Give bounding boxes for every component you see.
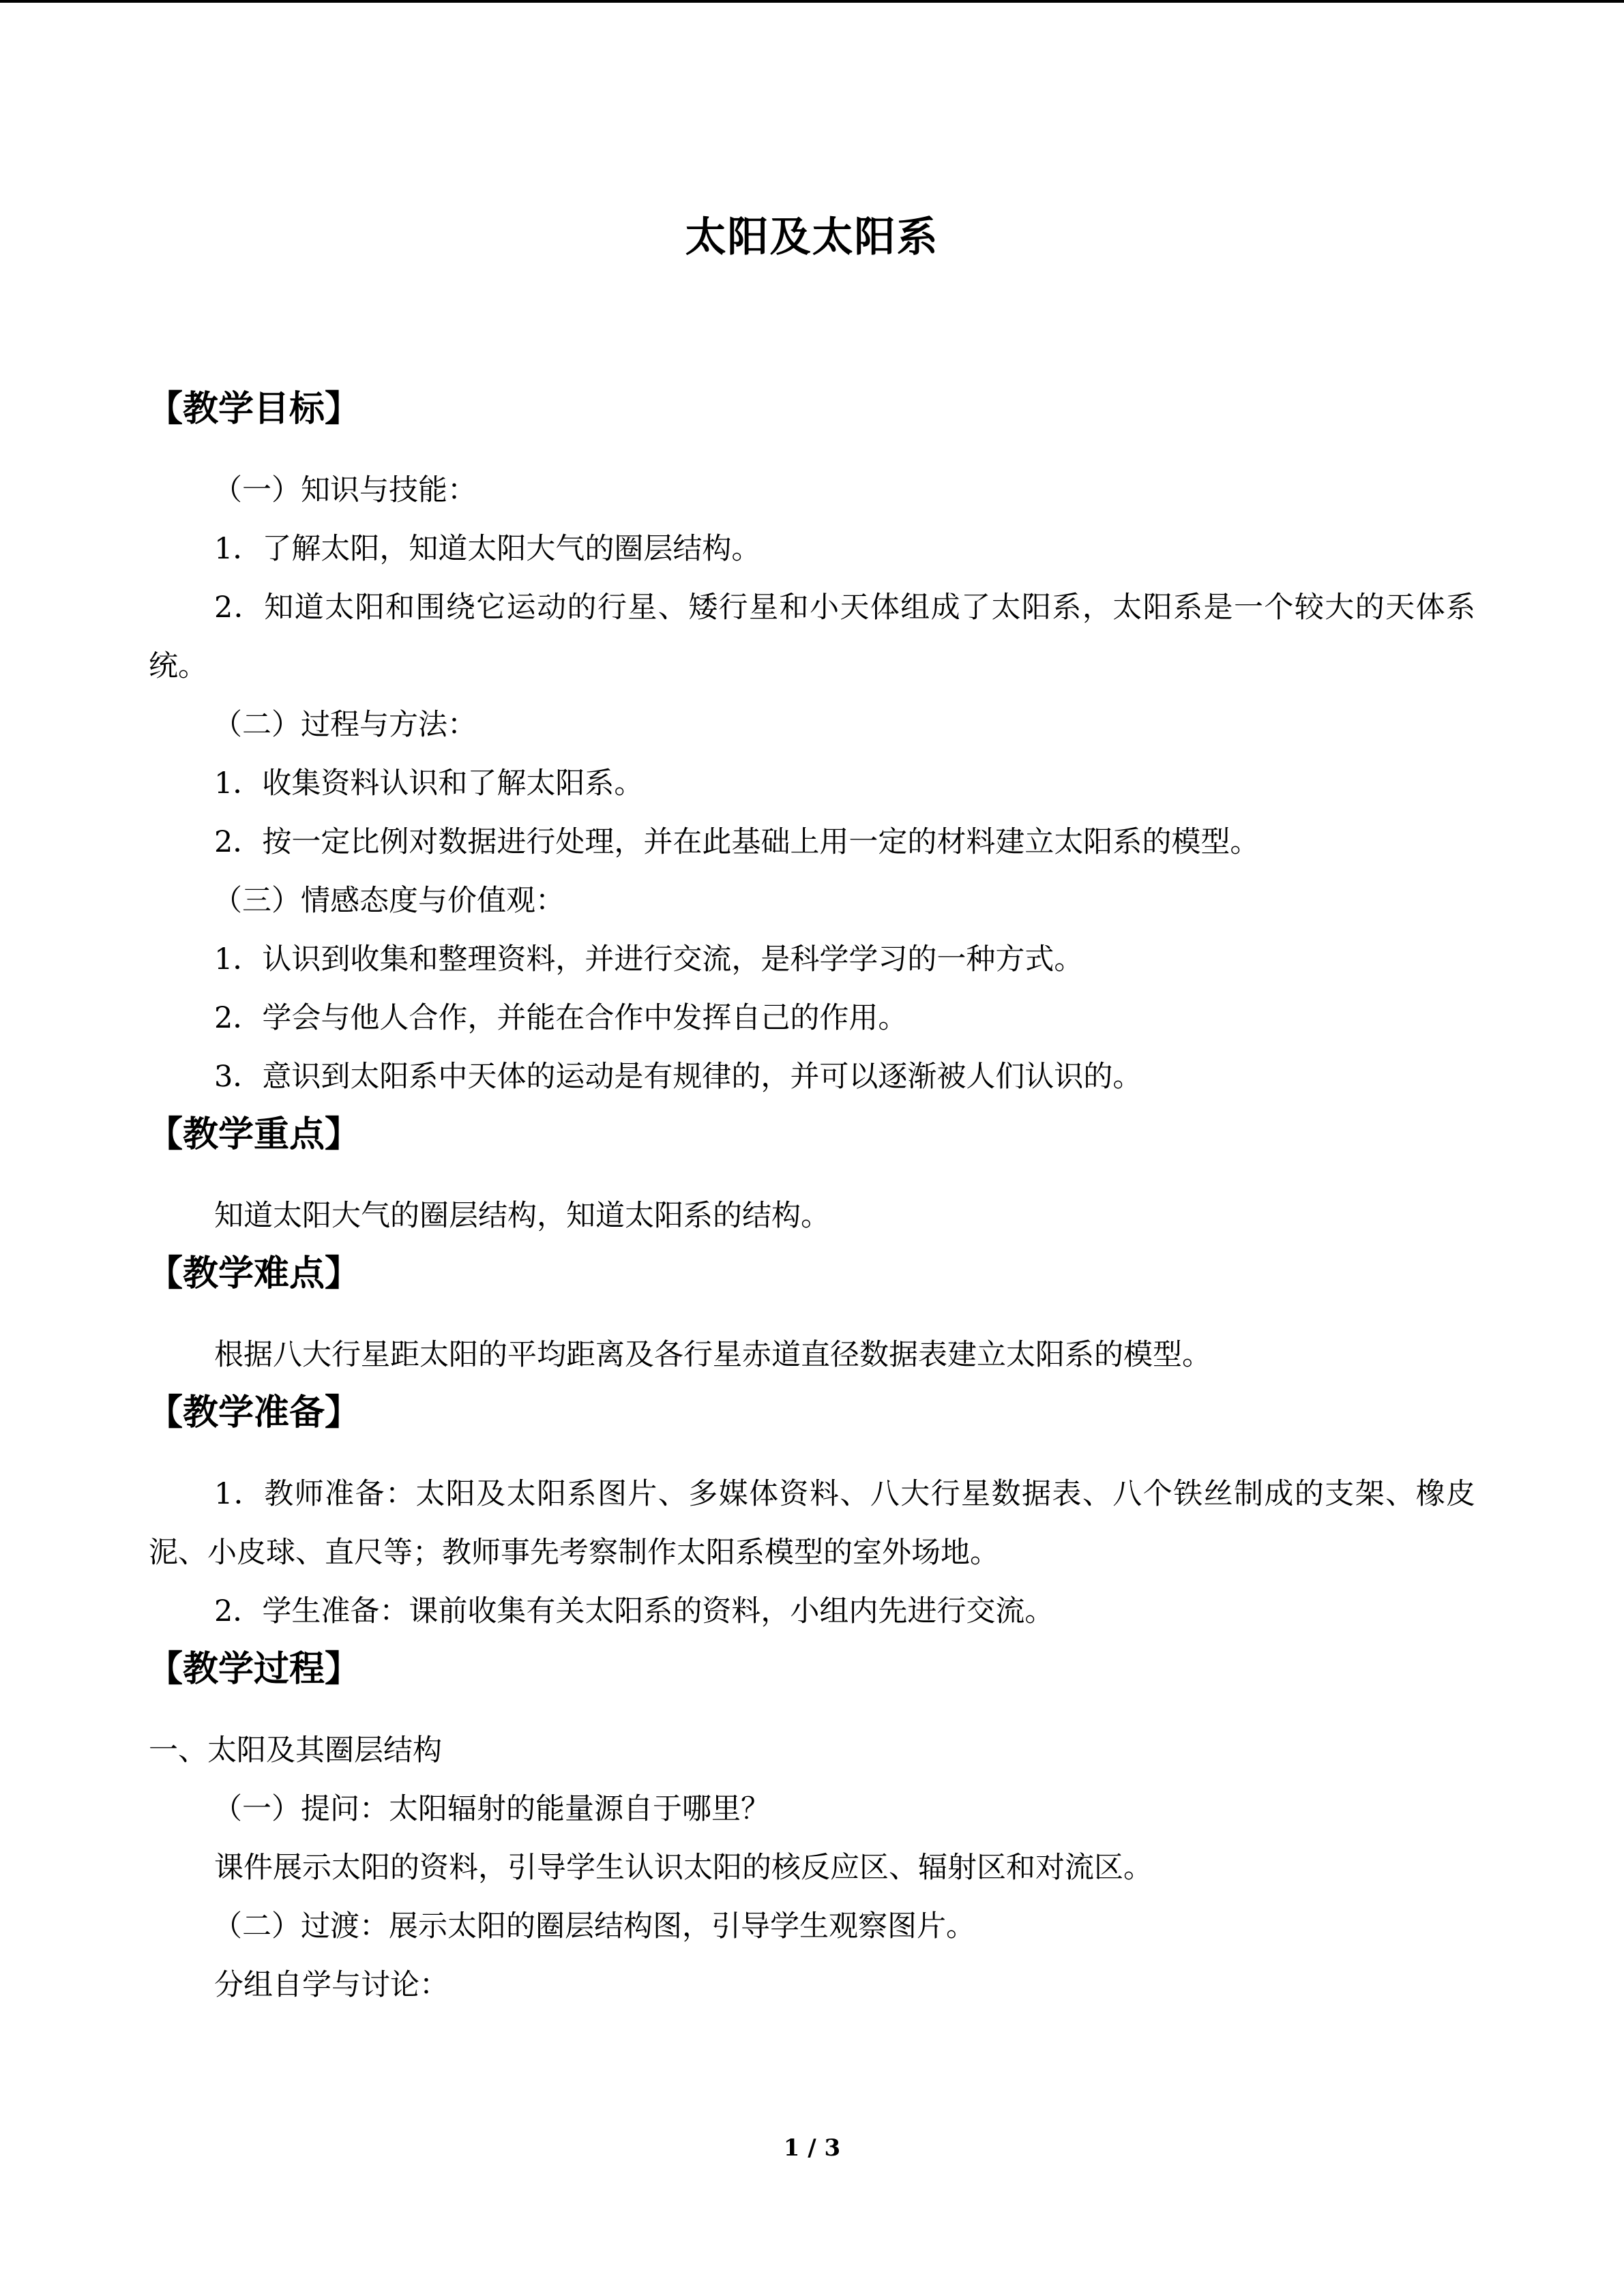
goal-item: 3．意识到太阳系中天体的运动是有规律的，并可以逐渐被人们认识的。 — [214, 1060, 1142, 1094]
document-title: 太阳及太阳系 — [685, 213, 939, 261]
process-text: 课件展示太阳的资料，引导学生认识太阳的核反应区、辐射区和对流区。 — [214, 1851, 1153, 1885]
page-number: 1 / 3 — [783, 2134, 841, 2162]
difficulties-text: 根据八大行星距太阳的平均距离及各行星赤道直径数据表建立太阳系的模型。 — [214, 1338, 1211, 1372]
preparation-item: 2．学生准备：课前收集有关太阳系的资料，小组内先进行交流。 — [214, 1594, 1054, 1628]
process-question: （二）过渡：展示太阳的圈层结构图，引导学生观察图片。 — [213, 1909, 975, 1943]
goal-item: 1．收集资料认识和了解太阳系。 — [214, 766, 644, 801]
preparation-item: 1．教师准备：太阳及太阳系图片、多媒体资料、八大行星数据表、八个铁丝制成的支架、橡皮泥、小皮球、直尺等；教师事先考察制作太阳系模型的室外场地。 — [149, 1477, 1475, 1570]
goal-item: 1．认识到收集和整理资料，并进行交流，是科学学习的一种方式。 — [214, 942, 1084, 976]
section-heading-key-points: 【教学重点】 — [147, 1114, 361, 1155]
section-heading-goals: 【教学目标】 — [147, 388, 361, 430]
document-body — [149, 382, 1475, 2014]
process-question: （一）提问：太阳辐射的能量源自于哪里？ — [213, 1792, 770, 1826]
goal-item: 1．了解太阳，知道太阳大气的圈层结构。 — [214, 532, 761, 566]
goals-subheading-attitude: （三）情感态度与价值观： — [213, 884, 565, 918]
goal-item: 2．按一定比例对数据进行处理，并在此基础上用一定的材料建立太阳系的模型。 — [214, 825, 1260, 859]
process-text: 分组自学与讨论： — [214, 1968, 449, 2002]
goal-item: 2．知道太阳和围绕它运动的行星、矮行星和小天体组成了太阳系，太阳系是一个较大的天体系统。 — [149, 591, 1475, 683]
key-points-text: 知道太阳大气的圈层结构，知道太阳系的结构。 — [214, 1199, 830, 1233]
section-heading-process: 【教学过程】 — [147, 1648, 361, 1690]
goals-subheading-process: （二）过程与方法： — [213, 708, 477, 742]
goal-item: 2．学会与他人合作，并能在合作中发挥自己的作用。 — [214, 1001, 908, 1035]
section-heading-difficulties: 【教学难点】 — [147, 1253, 361, 1294]
process-part-heading: 一、太阳及其圈层结构 — [149, 1733, 442, 1768]
section-heading-preparation: 【教学准备】 — [147, 1392, 361, 1433]
goals-subheading-knowledge: （一）知识与技能： — [213, 473, 477, 507]
